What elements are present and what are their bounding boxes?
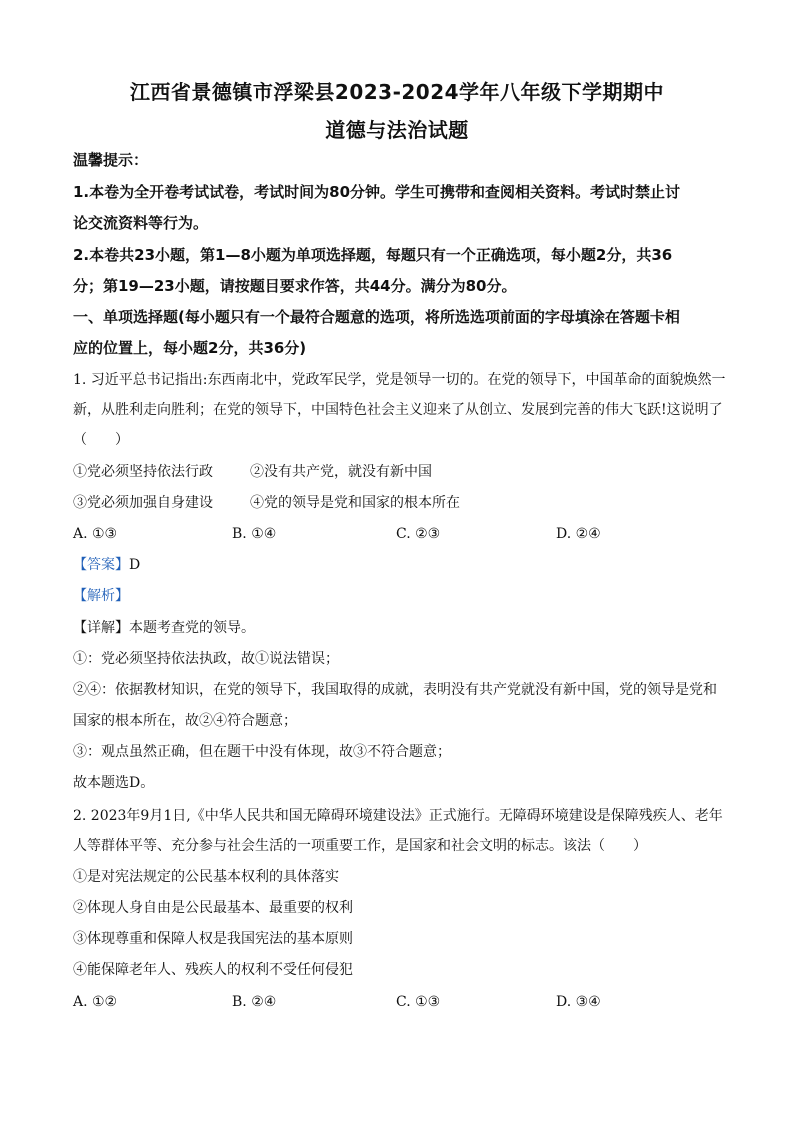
q2-stem-line-a: 2. 2023年9月1日,《中华人民共和国无障碍环境建设法》正式施行。无障碍环境建设是保障残疾人、老年: [73, 808, 723, 824]
q1-explanation-2-line-b: 国家的根本所在，故②④符合题意；: [73, 713, 297, 729]
section-heading-line-a: 一、单项选择题(每小题只有一个最符合题意的选项，将所选选项前面的字母填涂在答题卡相: [73, 308, 680, 326]
q1-analysis-label: 【解析】: [73, 588, 129, 604]
q1-statement-4: ④党的领导是党和国家的根本所在: [250, 495, 460, 511]
exam-title-line1: 江西省景德镇市浮梁县2023-2024学年八年级下学期期中: [129, 80, 665, 104]
q1-statement-3: ③党必须加强自身建设: [73, 495, 213, 511]
q2-stem-line-b: 人等群体平等、充分参与社会生活的一项重要工作，是国家和社会文明的标志。该法（ ）: [73, 838, 647, 854]
q1-option-a: A. ①③: [73, 526, 118, 542]
q1-analysis-row: [73, 586, 723, 606]
q2-statement-4: ④能保障老年人、残疾人的权利不受任何侵犯: [73, 962, 353, 978]
q1-explanation-3: ③：观点虽然正确，但在题干中没有体现，故③不符合题意；: [73, 744, 451, 760]
notice-heading: 温馨提示：: [73, 151, 149, 169]
q2-option-b: B. ②④: [232, 994, 277, 1010]
q1-detail-row: [73, 618, 723, 638]
q2-statement-3: ③体现尊重和保障人权是我国宪法的基本原则: [73, 931, 353, 947]
exam-title-line2: 道德与法治试题: [325, 118, 469, 142]
q1-option-d: D. ②④: [556, 526, 601, 542]
q1-detail-text: 本题考查党的领导。: [129, 620, 255, 636]
q1-statement-1: ①党必须坚持依法行政: [73, 464, 213, 480]
q1-answer-label: 【答案】: [73, 557, 129, 573]
q1-explanation-2-line-a: ②④：依据教材知识，在党的领导下，我国取得的成就，表明没有共产党就没有新中国，党的领导是党和: [73, 682, 717, 698]
q2-statement-1: ①是对宪法规定的公民基本权利的具体落实: [73, 869, 339, 885]
q2-statement-2: ②体现人身自由是公民最基本、最重要的权利: [73, 900, 353, 916]
q1-detail-label: 【详解】: [73, 620, 129, 636]
notice-1-line-b: 论交流资料等行为。: [73, 214, 209, 232]
q2-option-a: A. ①②: [73, 994, 118, 1010]
q1-stem-line-c: （ ）: [73, 432, 129, 448]
q1-statement-2: ②没有共产党，就没有新中国: [250, 464, 432, 480]
notice-2-line-a: 2.本卷共23小题，第1—8小题为单项选择题，每题只有一个正确选项，每小题2分，共36: [73, 246, 673, 264]
q1-stem-line-a: 1. 习近平总书记指出:东西南北中，党政军民学，党是领导一切的。在党的领导下，中国革命的面貌焕然一: [73, 372, 726, 388]
notice-2-line-b: 分；第19—23小题，请按题目要求作答，共44分。满分为80分。: [73, 277, 517, 295]
q1-option-b: B. ①④: [232, 526, 277, 542]
q1-conclusion: 故本题选D。: [73, 775, 155, 791]
q2-option-d: D. ③④: [556, 994, 601, 1010]
section-heading-line-b: 应的位置上，每小题2分，共36分): [73, 339, 307, 357]
q1-answer-value: D: [129, 557, 141, 573]
q1-explanation-1: ①：党必须坚持依法执政，故①说法错误；: [73, 651, 339, 667]
q2-option-c: C. ①③: [396, 994, 441, 1010]
q1-stem-line-b: 新，从胜利走向胜利；在党的领导下，中国特色社会主义迎来了从创立、发展到完善的伟大飞跃!这说明了: [73, 402, 723, 418]
q1-option-c: C. ②③: [396, 526, 441, 542]
q1-answer-row: [73, 555, 723, 575]
notice-1-line-a: 1.本卷为全开卷考试试卷，考试时间为80分钟。学生可携带和查阅相关资料。考试时禁止讨: [73, 183, 681, 201]
